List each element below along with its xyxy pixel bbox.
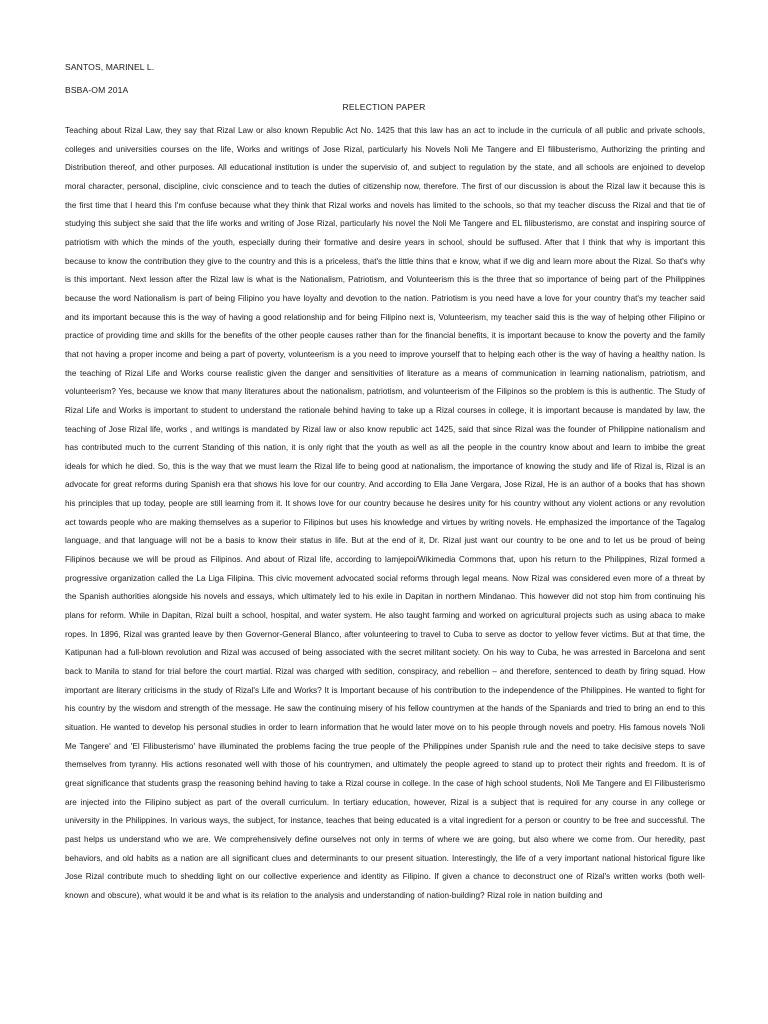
body-paragraph: Teaching about Rizal Law, they say that Rizal Law or also known Republic Act No. 1425 that this law has an act to include in the curricula of all public and private schools, colleges and universities courses on the life, Works and writings of Jose Rizal, particularly his Novels Noli Me Tangere and El filibusterismo, Authorizing the printing and Distribution thereof, and other purposes. All educational institution is under the supervisio of, and subject to regulation by the state, and all schools are enjoined to develop moral character, personal, discipline, civic conscience and to teach the duties of citizenship now, therefore. The first of our discussion is about the Rizal law it because this is the first time that I heard this I'm confuse because what they think that Rizal works and novels has limited to the schools, so that my teacher discuss the Rizal and that tie of studying this subject she said that the life works and writing of Jose Rizal, particularly his novel the Noli Me Tangere and EL filibusterismo, are constat and inspiring source of patriotism with which the minds of the youth, especially during their formative and desire years in school, should be suffused. After that I think that why is important this because to know the contribution they give to the country and this is a priceless, that's the little thins that e know, what if we dig and learn more about the Rizal. So that's why is this important. Next lesson after the Rizal law is what is the Nationalism, Patriotism, and Volunteerism this is the three that so importance of being part of the Philippines because the word Nationalism is part of being Filipino you have loyalty and devotion to the nation. Patriotism is you need have a love for your country that's my teacher said and its important because this is the way of having a good relationship and for being Filipino next is, Volunteerism, my teacher said this is the way of helping other Filipino or practice of providing time and skills for the benefits of the other people causes rather than for the financial benefits, it is important because to know the poverty and the family that not having a proper income and being a part of poverty, volunteerism is a you need to improve yourself that to helping each other is the way of having a healthy nation. Is the teaching of Rizal Life and Works course realistic given the danger and sensitivities of literature as a means of communication in learning nationalism, patriotism, and volunteerism? Yes, because we know that many literatures about the nationalism, patriotism, and volunteerism of the Filipinos so the problem is this is authentic. The Study of Rizal Life and Works is important to student to understand the rationale behind having to take up a Rizal courses in college, it is important because is mandated by law, the teaching of Jose Rizal life, works , and writings is mandated by Rizal law or also know republic act 1425, said that since Rizal was the founder of Philippine nationalism and has contributed much to the current Standing of this nation, it is only right that the youth as well as all the people in the country know about and learn to imbibe the great ideals for which he died. So, this is the way that we must learn the Rizal life to being good at nationalism, the importance of knowing the study and life of Rizal is, Rizal is an advocate for great reforms during Spanish era that shows his love for our country. And according to Ella Jane Vergara, Jose Rizal, He is an author of a books that has shown his principles that up today, people are still learning from it. It shows love for our country because he desires unity for his country without any violent actions or any revolution act towards people who are making themselves as a superior to Filipinos but uses his knowledge and virtues by writing novels. He emphasized the importance of the Tagalog language, and that language will not be a basis to know their status in life. But at the end of it, Dr. Rizal just want our country to be one and to let us be proud of being Filipinos because we will be proud as Filipinos. And about of Rizal life, according to lamjepoi/Wikimedia Commons that, upon his return to the Philippines, Rizal formed a progressive organization called the La Liga Filipina. This civic movement advocated social reforms through legal means. Now Rizal was considered even more of a threat by the Spanish authorities alongside his novels and essays, which ultimately led to his exile in Dapitan in northern Mindanao. This however did not stop him from continuing his plans for reform. While in Dapitan, Rizal built a school, hospital, and water system. He also taught farming and worked on agricultural projects such as using abaca to make ropes. In 1896, Rizal was granted leave by then Governor-General Blanco, after volunteering to travel to Cuba to serve as doctor to yellow fever victims. But at that time, the Katipunan had a full-blown revolution and Rizal was accused of being associated with the secret militant society. On his way to Cuba, he was arrested in Barcelona and sent back to Manila to stand for trial before the court martial. Rizal was charged with sedition, conspiracy, and rebellion – and therefore, sentenced to death by firing squad. How important are literary criticisms in the study of Rizal's Life and Works? It is Important because of his contribution to the independence of the Philippines. He wanted to fight for his country by the wisdom and strength of the message. He saw the continuing misery of his fellow countrymen at the hands of the Spaniards and tried to bring an end to this situation. He wanted to develop his personal studies in order to learn information that he would later move on to his people through novels and poetry. His famous novels 'Noli Me Tangere' and 'El Filibusterismo' have illuminated the problems facing the true people of the Philippines under Spanish rule and the need to take decisive steps to save themselves from tyranny. His actions resonated well with those of his countrymen, and ultimately the people agreed to stand up to protect their rights and freedom. It is of great significance that students grasp the reasoning behind having to take a Rizal course in college. In the case of high school students, Noli Me Tangere and El Filibusterismo are injected into the Filipino subject as part of the overall curriculum. In tertiary education, however, Rizal is a subject that is required for any course in any college or university in the Philippines. In various ways, the subject, for instance, teaches that being educated is a vital ingredient for a person or country to be free and successful. The past helps us understand who we are. We comprehensively define ourselves not only in terms of where we are going, but also where we come from. Our heredity, past behaviors, and old habits as a nation are all significant clues and determinants to our present situation. Interestingly, the life of a very important national historical figure like Jose Rizal contribute much to shedding light on our collective experience and identity as Filipino. If given a chance to deconstruct one of Rizal's written works (both well-known and obscure), what would it be and what is its relation to the analysis and understanding of nation-building? Rizal role in nation building and xyxy=(65,126,705,900)
paper-title: RELECTION PAPER xyxy=(342,102,426,112)
author-name: SANTOS, MARINEL L. xyxy=(65,62,155,72)
course-section: BSBA-OM 201A xyxy=(65,85,129,95)
